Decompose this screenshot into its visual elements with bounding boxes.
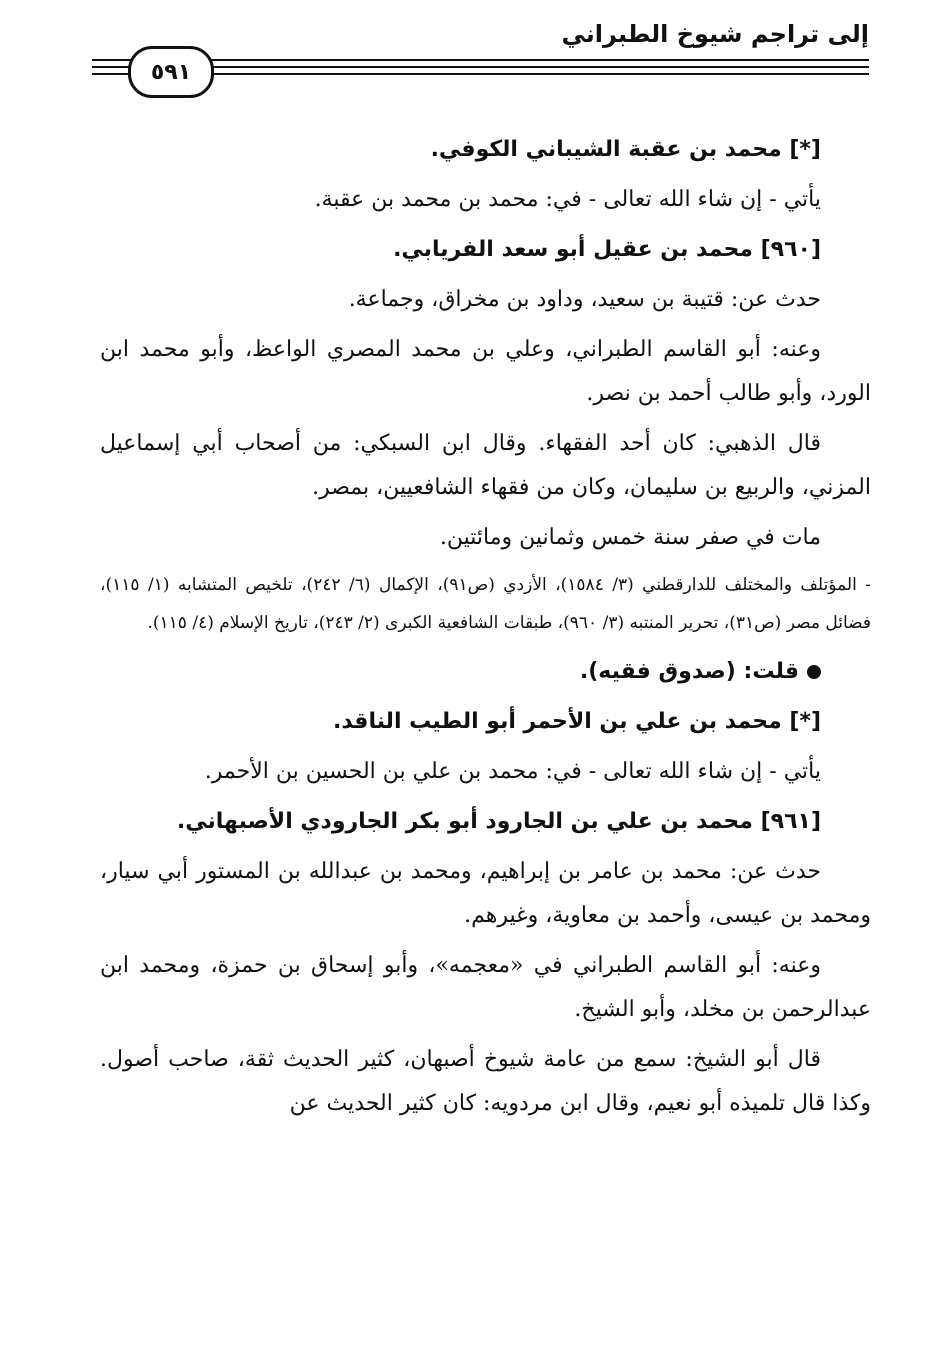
entry-heading: [٩٦١] محمد بن علي بن الجارود أبو بكر الجارودي الأصبهاني. (176, 809, 821, 834)
sources-footnote: - المؤتلف والمختلف للدارقطني (٣/ ١٥٨٤)، الأزدي (ص٩١)، الإكمال (٦/ ٢٤٢)، تلخيص المتشابه (١/ ١١٥)، فضائل مصر (ص٣١)، تحرير المنتبه (٣/ ٩٦٠)، طبقات الشافعية الكبرى (٢/ ٢٤٣)، تاريخ الإسلام (٤/ ١١٥). (100, 575, 871, 633)
scholar-remarks: قال أبو الشيخ: سمع من عامة شيوخ أصبهان، كثير الحديث ثقة، صاحب أصول. وكذا قال تلميذه أبو نعيم، وقال ابن مردويه: كان كثير الحديث عن (100, 1047, 871, 1116)
entry-heading: [٩٦٠] محمد بن عقيل أبو سعد الفريابي. (393, 237, 821, 262)
bullet-icon (807, 665, 821, 679)
verdict-text: قلت: (صدوق فقيه). (579, 659, 799, 684)
death-note: مات في صفر سنة خمس وثمانين ومائتين. (439, 525, 821, 550)
entry-reference: يأتي - إن شاء الله تعالى - في: محمد بن علي بن الحسين بن الأحمر. (204, 759, 821, 784)
narrated-by: وعنه: أبو القاسم الطبراني، وعلي بن محمد المصري الواعظ، وأبو محمد ابن الورد، وأبو طالب أحمد بن نصر. (100, 337, 871, 406)
page-content (100, 128, 871, 1132)
narrated-from: حدث عن: قتيبة بن سعيد، وداود بن مخراق، وجماعة. (348, 287, 821, 312)
entry-reference: يأتي - إن شاء الله تعالى - في: محمد بن محمد بن عقبة. (314, 187, 821, 212)
running-title: إلى تراجم شيوخ الطبراني (561, 20, 869, 48)
narrated-by: وعنه: أبو القاسم الطبراني في «معجمه»، وأبو إسحاق بن حمزة، ومحمد ابن عبدالرحمن بن مخلد، وأبو الشيخ. (100, 953, 871, 1022)
scholar-remarks: قال الذهبي: كان أحد الفقهاء. وقال ابن السبكي: من أصحاب أبي إسماعيل المزني، والربيع بن سليمان، وكان من فقهاء الشافعيين، بمصر. (100, 431, 871, 500)
verdict (100, 650, 871, 694)
narrated-from: حدث عن: محمد بن عامر بن إبراهيم، ومحمد بن عبدالله بن المستور أبي سيار، ومحمد بن عيسى، وأحمد بن معاوية، وغيرهم. (100, 859, 871, 928)
entry-heading: [*] محمد بن علي بن الأحمر أبو الطيب الناقد. (332, 709, 821, 734)
entry-heading: [*] محمد بن عقبة الشيباني الكوفي. (430, 137, 821, 162)
page-number: ٥٩١ (128, 46, 214, 98)
